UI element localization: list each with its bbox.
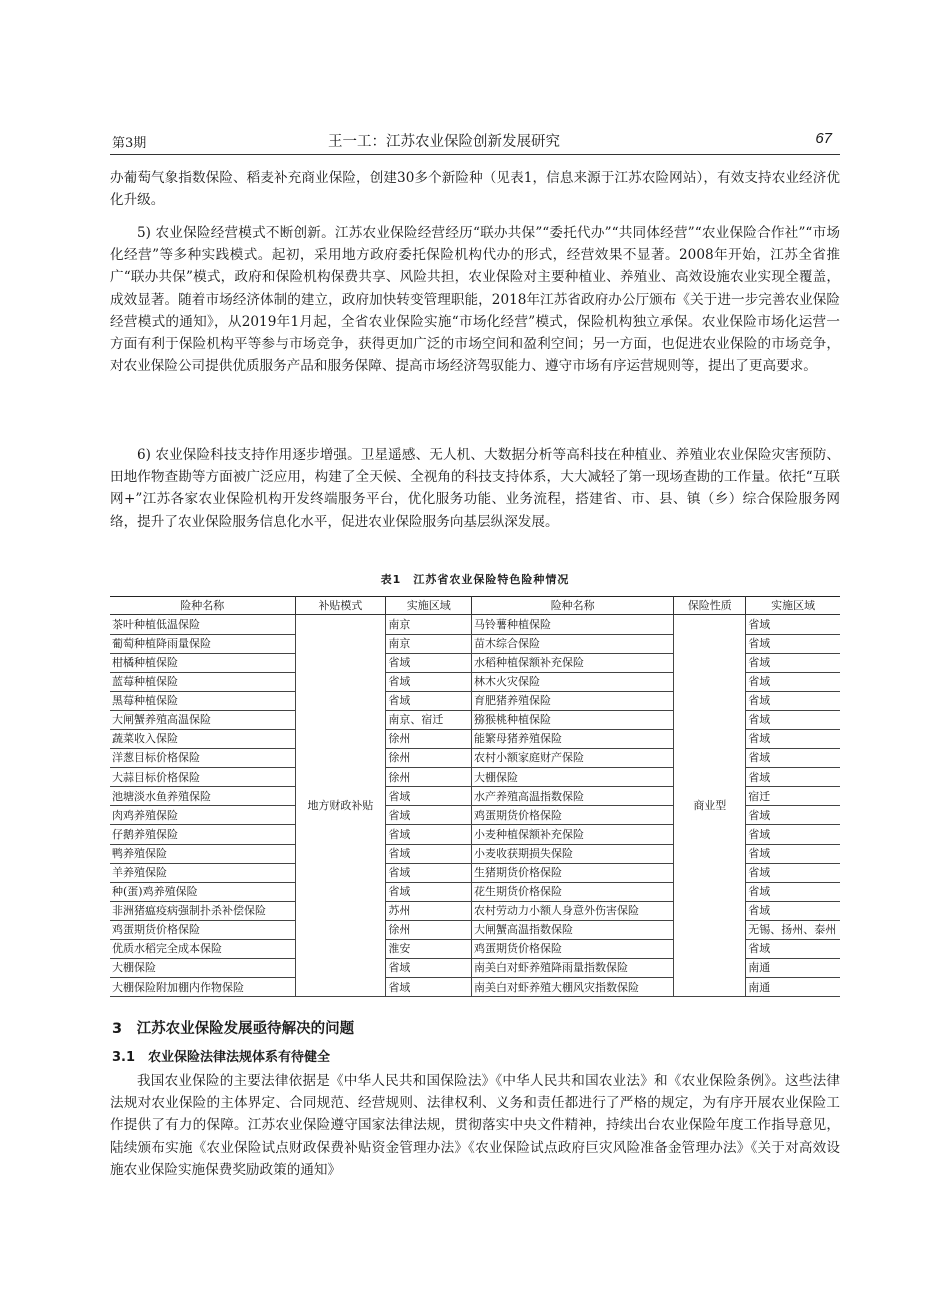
- insurance-name-cell: 小麦收获期损失保险: [472, 844, 674, 863]
- insurance-name-cell: 小麦种植保额补充保险: [472, 825, 674, 844]
- insurance-name-cell: 水产养殖高温指数保险: [472, 787, 674, 806]
- insurance-name-cell: 能繁母猪养殖保险: [472, 729, 674, 748]
- region-cell: 省域: [746, 729, 840, 748]
- paragraph-legal-basis: 我国农业保险的主要法律依据是《中华人民共和国保险法》《中华人民共和国农业法》和《农业保险条例》。这些法律法规对农业保险的主体界定、合同规范、经营规则、法律权利、义务和责任都进行了严格的规定，为有序开展农业保险工作提供了有力的保障。江苏农业保险遵守国家法律法规，贯彻落实中央文件精神，持续出台农业保险年度工作指导意见，陆续颁布实施《农业保险试点财政保费补贴资金管理办法》《农业保险试点政府巨灾风险准备金管理办法》《关于对高效设施农业保险实施保费奖励政策的通知》: [110, 1073, 840, 1178]
- region-cell: 省域: [746, 940, 840, 959]
- region-cell: 省域: [746, 825, 840, 844]
- insurance-name-cell: 育肥猪养殖保险: [472, 691, 674, 710]
- region-cell: 省域: [386, 806, 472, 825]
- subsection-heading: 3.1 农业保险法律法规体系有待健全: [112, 1050, 331, 1065]
- insurance-name-cell: 大棚保险: [472, 768, 674, 787]
- insurance-name-cell: 优质水稻完全成本保险: [110, 940, 295, 959]
- page-number: 67: [815, 130, 832, 147]
- insurance-name-cell: 鸡蛋期货价格保险: [472, 806, 674, 825]
- region-cell: 省域: [386, 863, 472, 882]
- region-cell: 省域: [746, 749, 840, 768]
- insurance-name-cell: 南美白对虾养殖大棚风灾指数保险: [472, 978, 674, 997]
- col-header: 实施区域: [386, 597, 472, 615]
- region-cell: 省域: [746, 863, 840, 882]
- region-cell: 省域: [746, 710, 840, 729]
- paragraph-continued: 办葡萄气象指数保险、稻麦补充商业保险，创建30多个新险种（见表1，信息来源于江苏农险网站），有效支持农业经济优化升级。: [110, 170, 840, 209]
- insurance-name-cell: 农村劳动力小额人身意外伤害保险: [472, 901, 674, 920]
- region-cell: 南通: [746, 959, 840, 978]
- col-header: 实施区域: [746, 597, 840, 615]
- insurance-name-cell: 南美白对虾养殖降雨量指数保险: [472, 959, 674, 978]
- insurance-name-cell: 鸡蛋期货价格保险: [472, 940, 674, 959]
- col-header: 险种名称: [472, 597, 674, 615]
- region-cell: 省域: [746, 768, 840, 787]
- insurance-name-cell: 种(蛋)鸡养殖保险: [110, 882, 295, 901]
- region-cell: 省域: [386, 787, 472, 806]
- region-cell: 省域: [386, 672, 472, 691]
- region-cell: 省域: [386, 882, 472, 901]
- insurance-name-cell: 大棚保险附加棚内作物保险: [110, 978, 295, 997]
- region-cell: 省域: [386, 844, 472, 863]
- insurance-name-cell: 马铃薯种植保险: [472, 615, 674, 634]
- insurance-type-cell: 商业型: [674, 615, 746, 997]
- region-cell: 省域: [386, 825, 472, 844]
- region-cell: 徐州: [386, 729, 472, 748]
- subsidy-mode-cell: 地方财政补贴: [295, 615, 386, 997]
- col-header: 补贴模式: [295, 597, 386, 615]
- insurance-name-cell: 大棚保险: [110, 959, 295, 978]
- running-header: [110, 128, 840, 155]
- insurance-name-cell: 柑橘种植保险: [110, 653, 295, 672]
- region-cell: 省域: [386, 959, 472, 978]
- insurance-name-cell: 花生期货价格保险: [472, 882, 674, 901]
- region-cell: 省域: [386, 691, 472, 710]
- col-header: 保险性质: [674, 597, 746, 615]
- insurance-name-cell: 农村小额家庭财产保险: [472, 749, 674, 768]
- insurance-name-cell: 大闸蟹高温指数保险: [472, 920, 674, 939]
- region-cell: 无锡、扬州、泰州: [746, 920, 840, 939]
- region-cell: 苏州: [386, 901, 472, 920]
- insurance-name-cell: 鸡蛋期货价格保险: [110, 920, 295, 939]
- region-cell: 南通: [746, 978, 840, 997]
- insurance-name-cell: 葡萄种植降雨量保险: [110, 634, 295, 653]
- insurance-name-cell: 非洲猪瘟疫病强制扑杀补偿保险: [110, 901, 295, 920]
- region-cell: 南京: [386, 615, 472, 634]
- region-cell: 省域: [386, 978, 472, 997]
- insurance-name-cell: 苗木综合保险: [472, 634, 674, 653]
- insurance-name-cell: 鸭养殖保险: [110, 844, 295, 863]
- region-cell: 省域: [746, 653, 840, 672]
- insurance-types-table: [110, 596, 840, 997]
- table-header-row: [110, 597, 840, 615]
- region-cell: 省域: [386, 653, 472, 672]
- region-cell: 徐州: [386, 749, 472, 768]
- paragraph-item-6: 6) 农业保险科技支持作用逐步增强。卫星遥感、无人机、大数据分析等高科技在种植业、养殖业农业保险灾害预防、田地作物查勘等方面被广泛应用，构建了全天候、全视角的科技支持体系，大大减轻了第一现场查勘的工作量。依托“互联网+”江苏各家农业保险机构开发终端服务平台，优化服务功能、业务流程，搭建省、市、县、镇（乡）综合保险服务网络，提升了农业保险服务信息化水平，促进农业保险服务向基层纵深发展。: [110, 447, 840, 530]
- table-caption: 表1 江苏省农业保险特色险种情况: [380, 573, 570, 586]
- region-cell: 南京: [386, 634, 472, 653]
- table-row: [110, 615, 840, 634]
- insurance-name-cell: 池塘淡水鱼养殖保险: [110, 787, 295, 806]
- col-header: 险种名称: [110, 597, 295, 615]
- insurance-name-cell: 生猪期货价格保险: [472, 863, 674, 882]
- insurance-name-cell: 仔鹅养殖保险: [110, 825, 295, 844]
- insurance-name-cell: 猕猴桃种植保险: [472, 710, 674, 729]
- issue-number: 第3期: [112, 136, 147, 151]
- region-cell: 省域: [746, 691, 840, 710]
- insurance-name-cell: 林木火灾保险: [472, 672, 674, 691]
- region-cell: 省域: [746, 901, 840, 920]
- insurance-name-cell: 蓝莓种植保险: [110, 672, 295, 691]
- running-title: 王一工：江苏农业保险创新发展研究: [328, 134, 560, 150]
- region-cell: 省域: [746, 634, 840, 653]
- region-cell: 省域: [746, 615, 840, 634]
- region-cell: 徐州: [386, 768, 472, 787]
- insurance-name-cell: 大闸蟹养殖高温保险: [110, 710, 295, 729]
- insurance-name-cell: 茶叶种植低温保险: [110, 615, 295, 634]
- insurance-name-cell: 黑莓种植保险: [110, 691, 295, 710]
- region-cell: 省域: [746, 844, 840, 863]
- insurance-name-cell: 大蒜目标价格保险: [110, 768, 295, 787]
- region-cell: 淮安: [386, 940, 472, 959]
- insurance-name-cell: 羊养殖保险: [110, 863, 295, 882]
- region-cell: 省域: [746, 882, 840, 901]
- insurance-name-cell: 水稻种植保额补充保险: [472, 653, 674, 672]
- insurance-name-cell: 肉鸡养殖保险: [110, 806, 295, 825]
- region-cell: 省域: [746, 672, 840, 691]
- section-heading: 3 江苏农业保险发展亟待解决的问题: [112, 1021, 355, 1037]
- region-cell: 徐州: [386, 920, 472, 939]
- region-cell: 宿迁: [746, 787, 840, 806]
- region-cell: 南京、宿迁: [386, 710, 472, 729]
- insurance-name-cell: 蔬菜收入保险: [110, 729, 295, 748]
- paragraph-item-5: 5) 农业保险经营模式不断创新。江苏农业保险经营经历“联办共保”“委托代办”“共同体经营”“农业保险合作社”“市场化经营”等多种实践模式。起初，采用地方政府委托保险机构代办的形式，经营效果不显著。2008年开始，江苏全省推广“联办共保”模式，政府和保险机构保费共享、风险共担，农业保险对主要种植业、养殖业、高效设施农业实现全覆盖，成效显著。随着市场经济体制的建立，政府加快转变管理职能，2018年江苏省政府办公厅颁布《关于进一步完善农业保险经营模式的通知》，从2019年1月起，全省农业保险实施“市场化经营”模式，保险机构独立承保。农业保险市场化运营一方面有利于保险机构平等参与市场竞争，获得更加广泛的市场空间和盈利空间；另一方面，也促进农业保险的市场竞争，对农业保险公司提供优质服务产品和服务保障、提高市场经济驾驭能力、遵守市场有序运营规则等，提出了更高要求。: [110, 225, 840, 375]
- insurance-name-cell: 洋葱目标价格保险: [110, 749, 295, 768]
- region-cell: 省域: [746, 806, 840, 825]
